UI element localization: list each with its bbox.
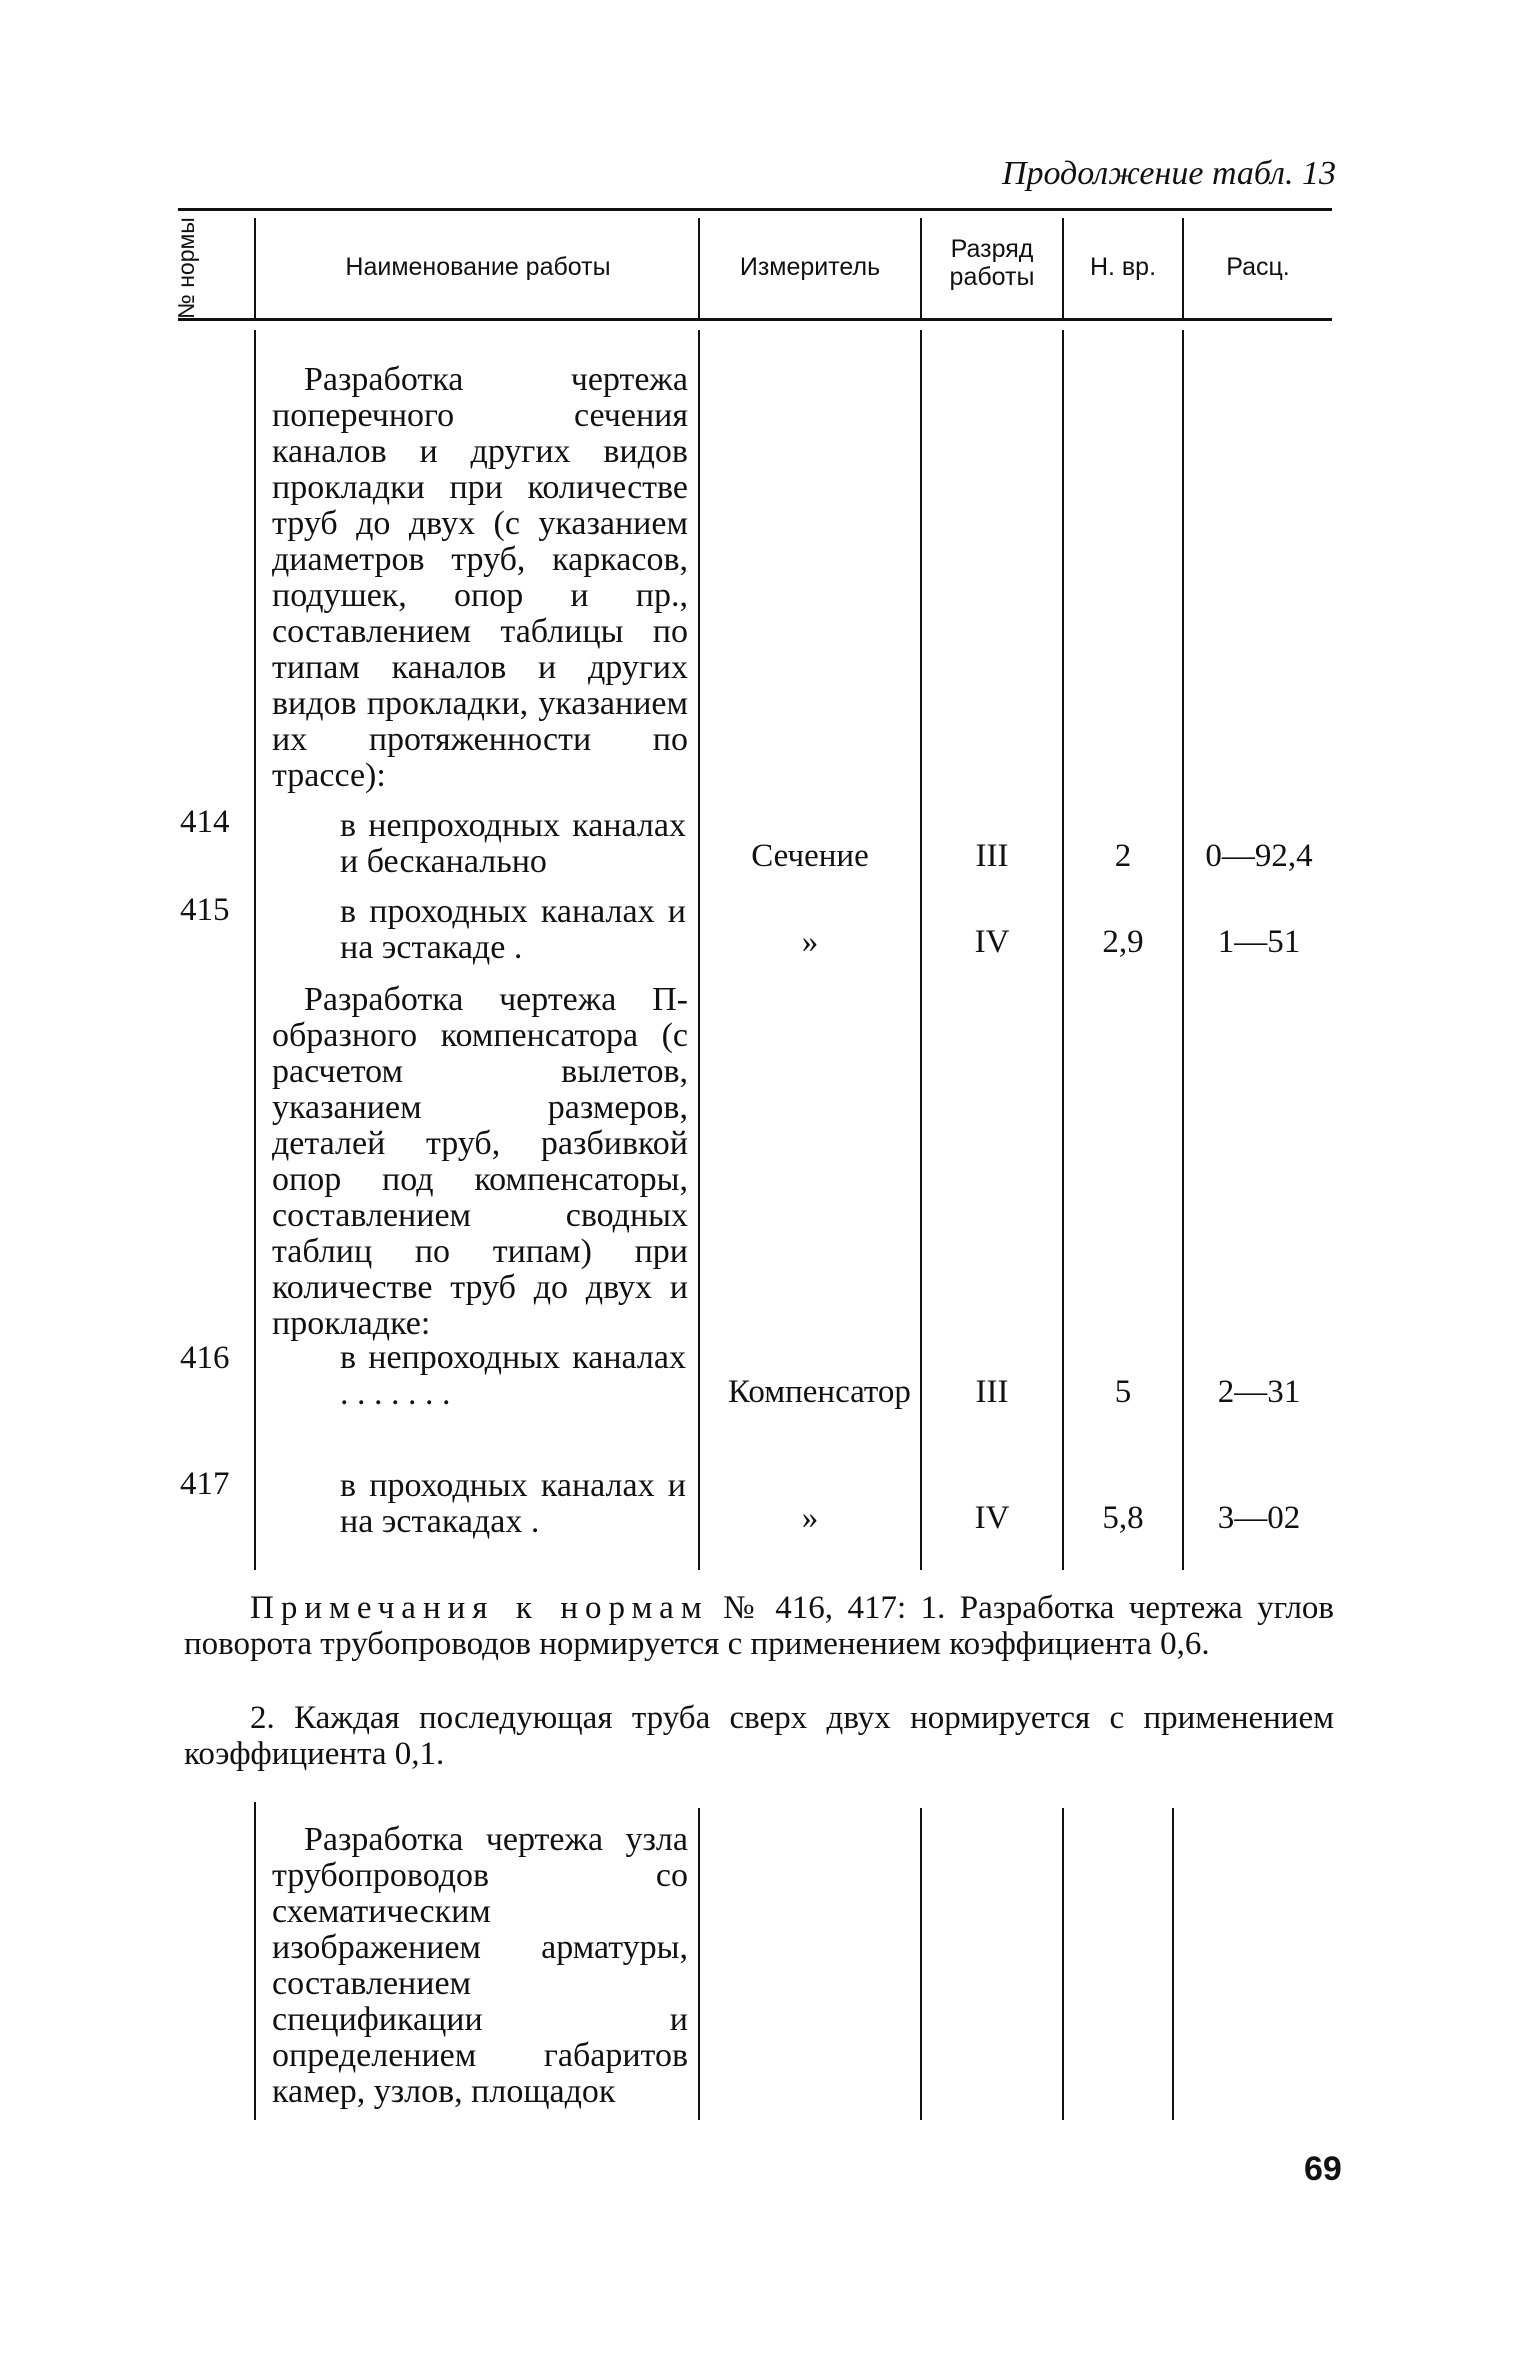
- header-divider: [698, 218, 700, 318]
- work-description: Разработка чертежа П-образного компенсатора (с расчетом вылетов, указанием размеров, деталей труб, разбивкой опор под компенсаторы, составлением сводных таблиц по типам) при количестве труб до двух и прокладке:: [272, 981, 688, 1342]
- header-time-norm: Н. вр.: [1089, 253, 1157, 281]
- norm-number: 416: [180, 1340, 230, 1376]
- work-description: Разработка чертежа узла трубопроводов со схематическим изображением арматуры, составлением спецификации и определением габаритов камер, узлов, площадок: [272, 1821, 688, 2110]
- norm-number: 415: [180, 892, 230, 928]
- page-number: 69: [1304, 2150, 1342, 2188]
- header-rate: Расц.: [1226, 253, 1290, 281]
- header-grade: Разряд работы: [949, 235, 1035, 291]
- measure-cell: »: [801, 1500, 819, 1536]
- grade-cell: IV: [974, 924, 1010, 960]
- column-divider: [1062, 1808, 1064, 2120]
- rate-cell: 2—31: [1217, 1374, 1301, 1410]
- time-norm-cell: 5: [1114, 1374, 1132, 1410]
- work-name: в проходных каналах и на эстакаде .: [340, 893, 686, 966]
- notes-line-2: 2. Каждая последующая труба сверх двух нормируется с применением коэффициента 0,1.: [184, 1700, 1334, 1772]
- grade-cell: IV: [974, 1500, 1010, 1536]
- time-norm-cell: 2,9: [1102, 924, 1144, 960]
- header-top-rule: [178, 208, 1332, 211]
- header-divider: [1182, 218, 1184, 318]
- work-description: Разработка чертежа поперечного сечения каналов и других видов прокладки при количестве труб до двух (с указанием диаметров труб, каркасов, подушек, опор и пр., составлением таблицы по типам каналов и других видов прокладки, указанием их протяженности по трассе):: [272, 361, 688, 794]
- header-work-name: Наименование работы: [345, 253, 611, 281]
- column-divider: [254, 330, 256, 1570]
- time-norm-cell: 5,8: [1102, 1500, 1144, 1536]
- rate-cell: 3—02: [1217, 1500, 1301, 1536]
- grade-cell: III: [975, 838, 1009, 874]
- rate-cell: 1—51: [1217, 924, 1301, 960]
- work-name: в непроходных каналах . . . . . . .: [340, 1339, 686, 1412]
- grade-cell: III: [975, 1374, 1009, 1410]
- column-divider: [1172, 1808, 1174, 2120]
- header-norm-no: № нормы: [173, 217, 199, 319]
- header-divider: [920, 218, 922, 318]
- header-divider: [1062, 218, 1064, 318]
- work-name: в проходных каналах и на эстакадах .: [340, 1467, 686, 1540]
- header-bottom-rule: [178, 318, 1332, 321]
- header-divider: [254, 218, 256, 318]
- header-measure: Измеритель: [739, 253, 881, 281]
- column-divider: [698, 1808, 700, 2120]
- norm-number: 414: [180, 804, 230, 840]
- time-norm-cell: 2: [1114, 838, 1132, 874]
- column-divider: [254, 1802, 256, 2120]
- rate-cell: 0—92,4: [1205, 838, 1313, 874]
- notes-lead: Примечания к нормам: [250, 1590, 709, 1626]
- column-divider: [920, 1808, 922, 2120]
- table-caption: Продолжение табл. 13: [1001, 155, 1336, 192]
- norm-number: 417: [180, 1466, 230, 1502]
- work-name: в непроходных каналах и бесканально: [340, 807, 686, 880]
- measure-cell: Сечение: [751, 838, 869, 874]
- measure-cell: »: [801, 924, 819, 960]
- notes-line-1: № 416, 417: 1. Разработка чертежа углов поворота трубопроводов нормируется с применением коэффициента 0,6.: [184, 1590, 1335, 1662]
- notes-paragraph-1: [184, 1590, 1334, 1662]
- measure-cell: Компенсатор: [728, 1374, 911, 1410]
